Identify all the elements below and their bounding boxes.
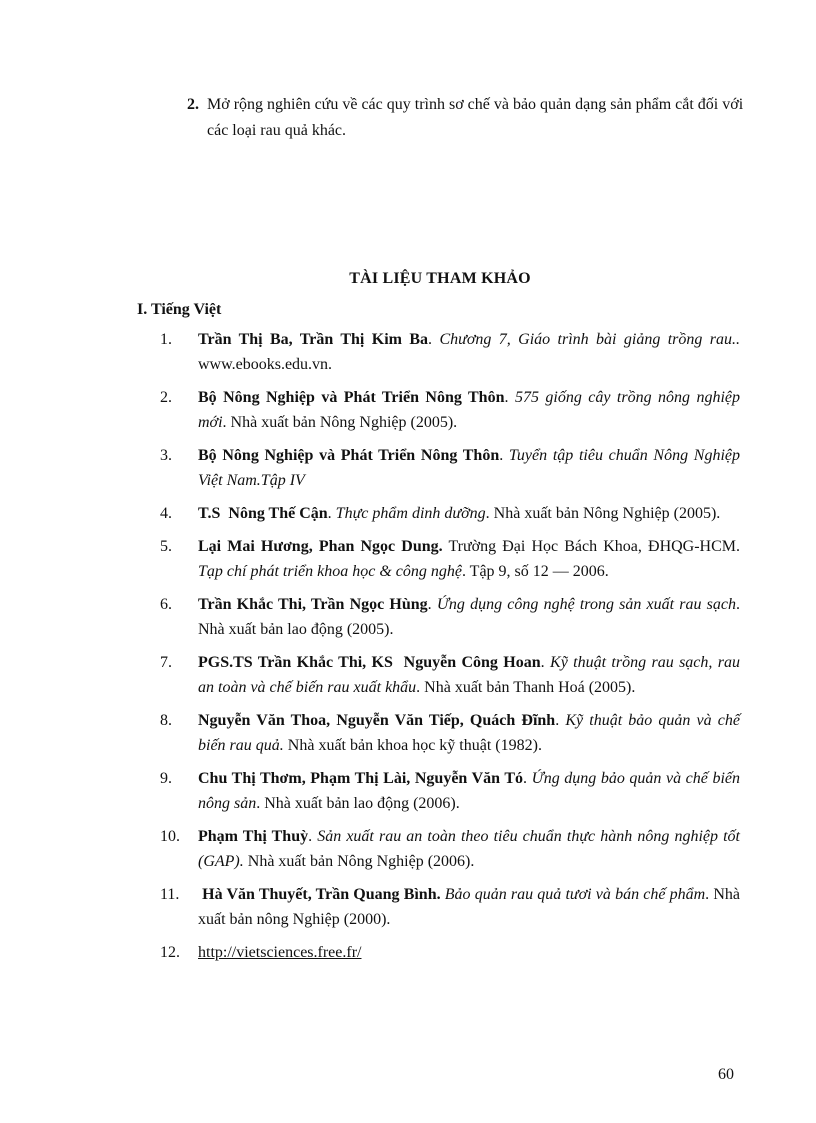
reference-title: Kỹ thuật bảo quản và chế biến rau quả. <box>198 712 740 754</box>
reference-number: 5. <box>160 538 172 555</box>
reference-publisher: . Nhà xuất bản nông Nghiệp (2000). <box>198 886 740 928</box>
intro-list-item <box>187 92 747 144</box>
reference-item <box>160 592 740 642</box>
references-title: TÀI LIỆU THAM KHẢO <box>349 270 531 287</box>
reference-number: 7. <box>160 654 172 671</box>
reference-item <box>160 534 740 584</box>
reference-item <box>160 501 740 526</box>
reference-title: Ứng dụng bảo quản và chế biến nông sản <box>198 770 741 812</box>
reference-separator: . <box>428 331 440 348</box>
page-number: 60 <box>718 1066 734 1083</box>
reference-title: Thực phẩm dinh dưỡng <box>335 505 486 522</box>
reference-publisher: . Nhà xuất bản Thanh Hoá (2005). <box>416 679 636 696</box>
reference-separator: Trường Đại Học Bách Khoa, ĐHQG-HCM. <box>442 538 741 555</box>
reference-separator: . <box>327 505 336 522</box>
reference-authors: PGS.TS Trần Khắc Thi, KS Nguyễn Công Hoan <box>198 654 541 671</box>
reference-authors: Lại Mai Hương, Phan Ngọc Dung. <box>198 538 443 555</box>
reference-authors: Hà Văn Thuyết, Trần Quang Bình. <box>198 886 441 903</box>
reference-number: 8. <box>160 712 172 729</box>
reference-item <box>160 766 740 816</box>
reference-publisher: . Nhà xuất bản lao động (2006). <box>256 795 460 812</box>
section-heading-vietnamese: I. Tiếng Việt <box>137 301 222 318</box>
reference-separator: . <box>499 447 509 464</box>
reference-link[interactable]: http://vietsciences.free.fr/ <box>198 944 362 961</box>
reference-separator: . <box>555 712 566 729</box>
reference-publisher: www.ebooks.edu.vn. <box>198 356 333 373</box>
reference-number: 2. <box>160 389 172 406</box>
reference-publisher: . Nhà xuất bản lao động (2005). <box>198 596 741 638</box>
reference-item <box>160 443 740 493</box>
reference-number: 11. <box>160 886 180 903</box>
reference-separator: . <box>540 654 551 671</box>
reference-title: Tuyển tập tiêu chuẩn Nông Nghiệp Việt Nam.Tập IV <box>198 447 740 489</box>
reference-title: Sản xuất rau an toàn theo tiêu chuẩn thực hành nông nghiệp tốt (GAP). <box>198 828 741 870</box>
reference-separator: . <box>427 596 437 613</box>
reference-list <box>160 327 740 973</box>
reference-separator: . <box>523 770 532 787</box>
reference-number: 9. <box>160 770 172 787</box>
reference-authors: Trần Thị Ba, Trần Thị Kim Ba <box>198 331 429 348</box>
intro-item-number: 2. <box>187 96 199 113</box>
reference-publisher: . Nhà xuất bản Nông Nghiệp (2005). <box>485 505 721 522</box>
reference-item <box>160 882 740 932</box>
reference-title: Ứng dụng công nghệ trong sản xuất rau sạch <box>436 596 737 613</box>
reference-authors: Bộ Nông Nghiệp và Phát Triển Nông Thôn <box>198 389 505 406</box>
reference-item <box>160 824 740 874</box>
reference-item <box>160 940 740 965</box>
intro-item-text: Mở rộng nghiên cứu về các quy trình sơ chế và bảo quản dạng sản phẩm cắt đối với các loại rau quả khác. <box>207 96 744 139</box>
reference-separator: . <box>308 828 318 845</box>
reference-number: 10. <box>160 828 180 845</box>
reference-publisher: . Nhà xuất bản Nông Nghiệp (2005). <box>222 414 458 431</box>
reference-authors: Bộ Nông Nghiệp và Phát Triển Nông Thôn <box>198 447 500 464</box>
reference-item <box>160 650 740 700</box>
reference-title: Kỹ thuật trồng rau sạch, rau an toàn và chế biến rau xuất khẩu <box>198 654 740 696</box>
reference-authors: Nguyễn Văn Thoa, Nguyễn Văn Tiếp, Quách Đĩnh <box>198 712 556 729</box>
reference-item <box>160 385 740 435</box>
reference-title: Tạp chí phát triển khoa học & công nghệ <box>198 563 462 580</box>
reference-number: 6. <box>160 596 172 613</box>
reference-authors: Chu Thị Thơm, Phạm Thị Lài, Nguyễn Văn Tó <box>198 770 524 787</box>
reference-title: 575 giống cây trồng nông nghiệp mới <box>198 389 741 431</box>
reference-authors: T.S Nông Thế Cận <box>198 505 328 522</box>
reference-publisher: . Tập 9, số 12 — 2006. <box>461 563 609 580</box>
reference-title: Chương 7, Giáo trình bài giảng trồng rau.. <box>439 331 741 348</box>
reference-item <box>160 327 740 377</box>
reference-authors: Phạm Thị Thuỳ <box>198 828 309 845</box>
reference-publisher: Nhà xuất bản Nông Nghiệp (2006). <box>243 853 475 870</box>
reference-number: 1. <box>160 331 172 348</box>
reference-number: 3. <box>160 447 172 464</box>
reference-publisher: Nhà xuất bản khoa học kỹ thuật (1982). <box>283 737 542 754</box>
reference-number: 12. <box>160 944 180 961</box>
reference-item <box>160 708 740 758</box>
reference-separator: . <box>504 389 515 406</box>
reference-number: 4. <box>160 505 172 522</box>
reference-title: Bảo quản rau quả tươi và bán chế phẩm <box>444 886 706 903</box>
reference-authors: Trần Khắc Thi, Trần Ngọc Hùng <box>198 596 428 613</box>
